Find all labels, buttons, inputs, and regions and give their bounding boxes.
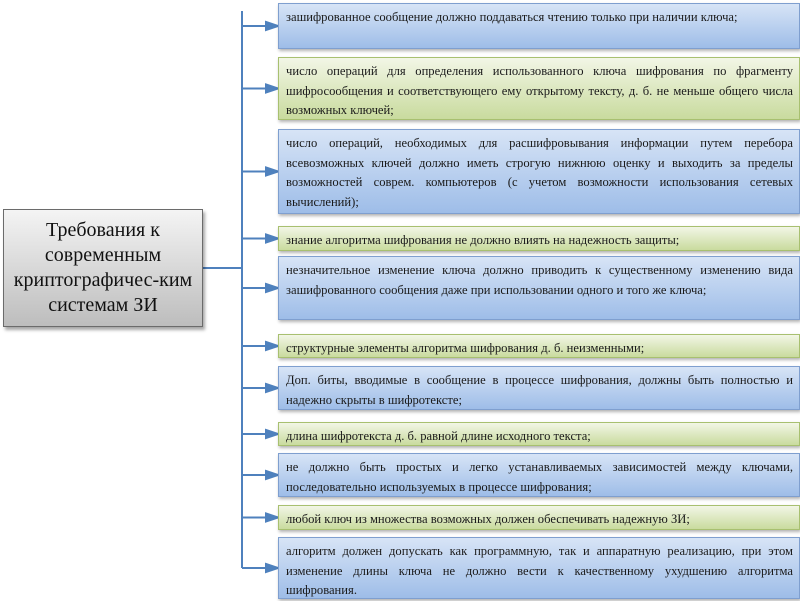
arrowhead-icon — [266, 342, 278, 350]
root-title: Требования к современным криптографичес-ким системам ЗИ — [13, 219, 193, 316]
requirement-box: любой ключ из множества возможных должен обеспечивать надежную ЗИ; — [278, 505, 800, 530]
arrowhead-icon — [266, 284, 278, 292]
requirement-box: число операций, необходимых для расшифровывания информации путем перебора всевозможных ключей должно иметь строгую нижнюю оценку и выходить за пределы возможностей соврем. компьютеров (с учетом возможности использования сетевых вычислений); — [278, 129, 800, 214]
arrowhead-icon — [266, 85, 278, 93]
requirement-box: длина шифротекста д. б. равной длине исходного текста; — [278, 422, 800, 446]
requirement-box: Доп. биты, вводимые в сообщение в процессе шифрования, должны быть полностью и надежно скрыты в шифротексте; — [278, 366, 800, 410]
arrowhead-icon — [266, 235, 278, 243]
requirement-box: зашифрованное сообщение должно поддаваться чтению только при наличии ключа; — [278, 3, 800, 49]
arrowhead-icon — [266, 430, 278, 438]
requirement-box: незначительное изменение ключа должно приводить к существенному изменению вида зашифрованного сообщения даже при использовании одного и того же ключа; — [278, 256, 800, 320]
arrowhead-icon — [266, 168, 278, 176]
arrowhead-icon — [266, 22, 278, 30]
requirement-box: знание алгоритма шифрования не должно влиять на надежность защиты; — [278, 226, 800, 251]
arrowhead-icon — [266, 471, 278, 479]
requirement-box: алгоритм должен допускать как программную, так и аппаратную реализацию, при этом изменение длины ключа не должно вести к качественному ухудшению алгоритма шифрования. — [278, 537, 800, 599]
requirement-box: структурные элементы алгоритма шифрования д. б. неизменными; — [278, 334, 800, 358]
requirement-box: число операций для определения использованного ключа шифрования по фрагменту шифросообщения и соответствующего ему открытому тексту, д. б. не меньше общего числа возможных ключей; — [278, 57, 800, 120]
requirement-box: не должно быть простых и легко устанавливаемых зависимостей между ключами, последовательно используемых в процессе шифрования; — [278, 453, 800, 497]
arrowhead-icon — [266, 384, 278, 392]
root-node — [3, 209, 203, 327]
arrowhead-icon — [266, 564, 278, 572]
arrowhead-icon — [266, 514, 278, 522]
